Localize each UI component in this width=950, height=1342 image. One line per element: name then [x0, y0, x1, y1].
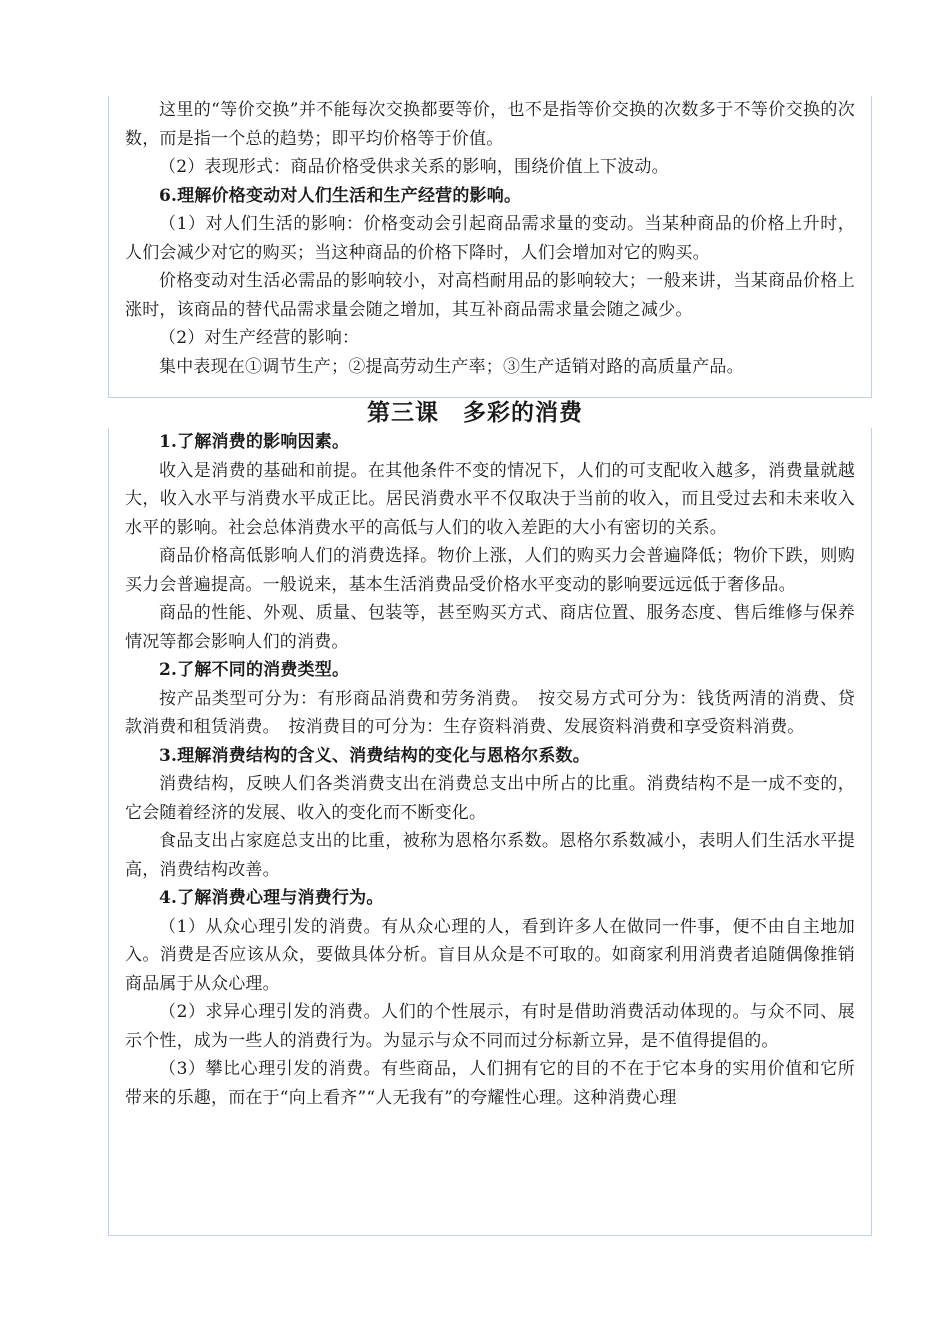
paragraph: （3）攀比心理引发的消费。有些商品，人们拥有它的目的不在于它本身的实用价值和它所带来的乐趣，而在于“向上看齐”“人无我有”的夸耀性心理。这种消费心理 [125, 1059, 855, 1108]
paragraph: 集中表现在①调节生产；②提高劳动生产率；③生产适销对路的高质量产品。 [159, 356, 744, 377]
paragraph: （1）从众心理引发的消费。有从众心理的人，看到许多人在做同一件事，便不由自主地加入。消费是否应该从众，要做具体分析。盲目从众是不可取的。如商家利用消费者追随偶像推销商品属于从众心理。 [125, 916, 855, 994]
lesson-title: 第三课 多彩的消费 [367, 399, 583, 426]
paragraph: 这里的“等价交换”并不能每次交换都要等价，也不是指等价交换的次数多于不等价交换的次数，而是指一个总的趋势；即平均价格等于价值。 [125, 100, 855, 149]
paragraph: 按产品类型可分为：有形商品消费和劳务消费。 按交易方式可分为：钱货两清的消费、贷款消费和租赁消费。 按消费目的可分为：生存资料消费、发展资料消费和享受资料消费。 [125, 688, 855, 737]
section-heading: 6.理解价格变动对人们生活和生产经营的影响。 [159, 185, 522, 206]
section-heading: 4.了解消费心理与消费行为。 [159, 888, 384, 908]
paragraph: 价格变动对生活必需品的影响较小，对高档耐用品的影响较大；一般来讲，当某商品价格上涨时，该商品的替代品需求量会随之增加，其互补商品需求量会随之减少。 [125, 271, 855, 320]
section-heading: 1.了解消费的影响因素。 [159, 432, 350, 452]
paragraph: 消费结构，反映人们各类消费支出在消费总支出中所占的比重。消费结构不是一成不变的，它会随着经济的发展、收入的变化而不断变化。 [125, 774, 855, 823]
section-heading: 2.了解不同的消费类型。 [159, 660, 350, 680]
paragraph: 收入是消费的基础和前提。在其他条件不变的情况下，人们的可支配收入越多，消费量就越大，收入水平与消费水平成正比。居民消费水平不仅取决于当前的收入，而且受过去和未来收入水平的影响。社会总体消费水平的高低与人们的收入差距的大小有密切的关系。 [125, 460, 855, 538]
paragraph: （2）求异心理引发的消费。人们的个性展示，有时是借助消费活动体现的。与众不同、展示个性，成为一些人的消费行为。为显示与众不同而过分标新立异，是不值得提倡的。 [125, 1002, 855, 1051]
paragraph: 食品支出占家庭总支出的比重，被称为恩格尔系数。恩格尔系数减小，表明人们生活水平提高，消费结构改善。 [125, 831, 855, 880]
paragraph: （1）对人们生活的影响：价格变动会引起商品需求量的变动。当某种商品的价格上升时，人们会减少对它的购买；当这种商品的价格下降时，人们会增加对它的购买。 [125, 214, 855, 263]
paragraph: （2）对生产经营的影响： [159, 328, 360, 348]
paragraph: （2）表现形式：商品价格受供求关系的影响，围绕价值上下波动。 [159, 157, 669, 177]
paragraph: 商品价格高低影响人们的消费选择。物价上涨，人们的购买力会普遍降低；物价下跌，则购买力会普遍提高。一般说来，基本生活消费品受价格水平变动的影响要远远低于奢侈品。 [125, 546, 855, 595]
section-heading: 3.理解消费结构的含义、消费结构的变化与恩格尔系数。 [159, 745, 590, 766]
content-box-pricing [108, 96, 872, 398]
content-box-consumption [108, 428, 872, 1236]
paragraph: 商品的性能、外观、质量、包装等，甚至购买方式、商店位置、服务态度、售后维修与保养情况等都会影响人们的消费。 [125, 603, 855, 652]
